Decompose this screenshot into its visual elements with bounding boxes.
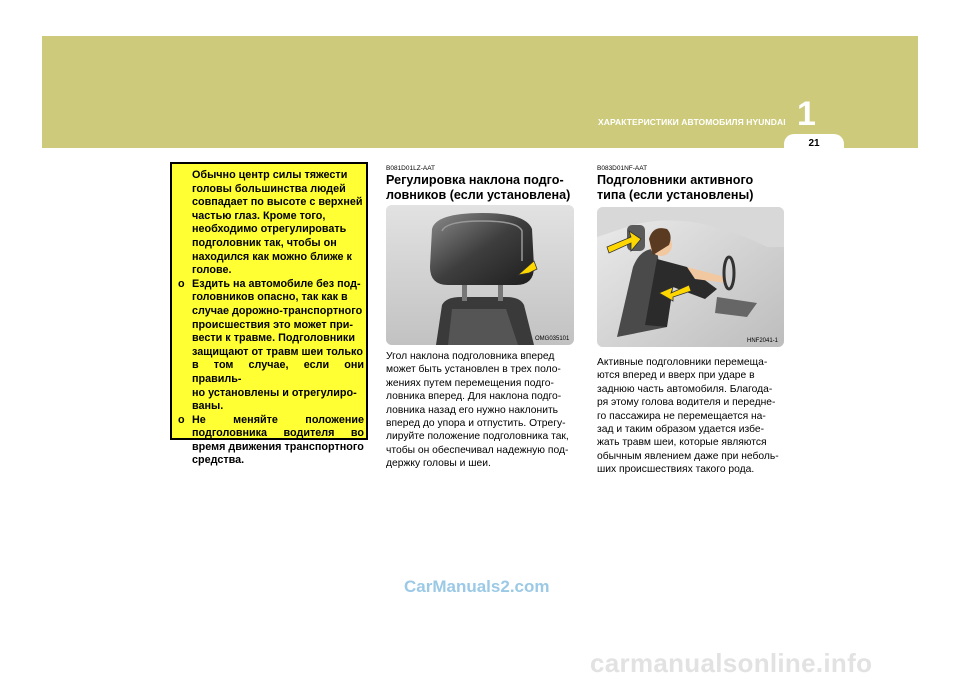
headrest-illustration — [386, 205, 574, 345]
warning-item: o Не меняйте положение подголовника водителя во время движения транспортного средства. — [178, 413, 364, 467]
bullet: o — [178, 277, 185, 290]
chapter-title: ХАРАКТЕРИСТИКИ АВТОМОБИЛЯ HYUNDAI — [598, 117, 786, 127]
section-heading: Регулировка наклона подго- ловников (если установлена) — [386, 173, 571, 202]
warning-item: o Ездить на автомобиле без под- головников опасно, так как в случае дорожно-транспортного происшествия это может при- вести к травме. Подголовники защищают от травм шеи только в том случае, если они правиль- но установлены и отрегулиро- ваны. — [178, 277, 364, 413]
headrest-photo — [386, 205, 574, 345]
section-code: B081D01LZ-AAT — [386, 165, 436, 172]
header-banner — [42, 36, 918, 148]
section-heading: Подголовники активного типа (если установлены) — [597, 173, 754, 202]
warning-intro: Обычно центр силы тяжести головы большинства людей совпадает по высоте с верхней частью глаз. Кроме того, необходимо отрегулировать подголовник так, чтобы он находился как можно ближе к голове. — [192, 169, 363, 277]
section-body: Угол наклона подголовника вперед может быть установлен в трех поло- жениях путем перемещения подго- ловника вперед. Для наклона подго- ловника назад его нужно наклонить вперед до упора и отпустить. Отрегу- лируйте положение подголовника так, чтобы он обеспечивал надежную под- держку головы и шеи. — [386, 351, 569, 470]
section-code: B083D01NF-AAT — [597, 165, 648, 172]
image-code: HNF2041-1 — [747, 338, 779, 344]
image-code: OMG035101 — [535, 336, 570, 342]
bullet: o — [178, 413, 185, 426]
watermark-link[interactable]: CarManuals2.com — [404, 577, 550, 596]
section-body: Активные подголовники перемеща- ются вперед и вверх при ударе в заднюю часть автомобиля. Благода- ря этому голова водителя и передне- го пассажира не перемещается на- зад и таким образом удается избе- жать травм шеи, которые являются обычным явлением даже при неболь- ших происшествиях такого рода. — [597, 357, 779, 476]
active-headrest-photo — [597, 207, 784, 347]
watermark-text: carmanualsonline.info — [590, 648, 873, 678]
chapter-number: 1 — [797, 95, 816, 133]
page-number: 21 — [808, 138, 820, 149]
warning-box — [170, 162, 368, 467]
driver-illustration — [597, 207, 784, 347]
